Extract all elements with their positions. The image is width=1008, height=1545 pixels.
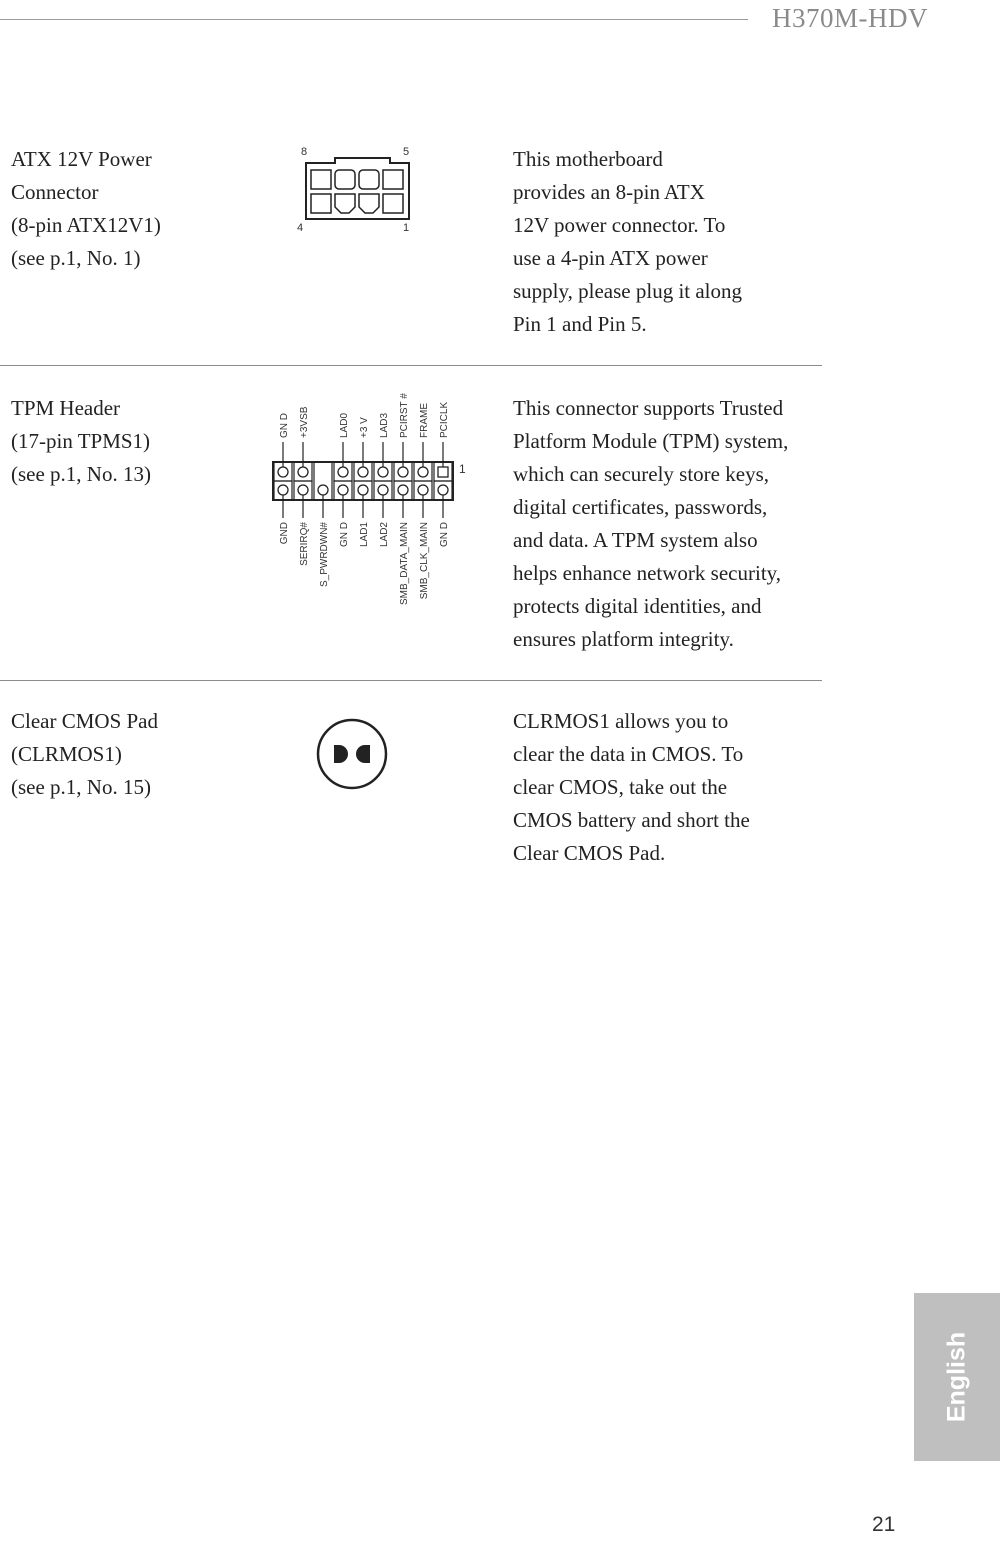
tpm-top-pin-label: +3VSB — [299, 406, 310, 438]
tpm-top-pin-label: LAD0 — [339, 412, 350, 438]
tpm-bottom-pin-label: GN D — [339, 522, 350, 547]
tpm-top-pin-label: LAD3 — [379, 412, 390, 438]
tpm-bottom-label-group — [279, 522, 450, 605]
tpm-top-pin-label: PCICLK — [439, 401, 450, 438]
clear-cmos-description: CLRMOS1 allows you to clear the data in CMOS. To clear CMOS, take out the CMOS battery and short the Clear CMOS Pad. — [513, 709, 750, 865]
atx12v-pin-5-label: 5 — [403, 146, 410, 158]
tpm-bottom-pin-label: SMB_CLK_MAIN — [419, 522, 430, 600]
atx12v-pin-4-label: 4 — [297, 222, 304, 234]
atx12v-pin-1-label: 1 — [403, 222, 410, 234]
tpm-bottom-pin-label: S_PWRDWN# — [319, 522, 330, 588]
tpm-top-label-group — [279, 393, 450, 438]
model-title: H370M-HDV — [772, 3, 928, 33]
tpm-top-pin-label: FRAME — [419, 403, 430, 438]
tpm-bottom-pin-label: LAD1 — [359, 522, 370, 548]
atx12v-connector-diagram — [292, 143, 422, 238]
tpm-bottom-pin-label: GN D — [439, 522, 450, 547]
atx12v-description: This motherboard provides an 8-pin ATX 12V power connector. To use a 4-pin ATX power supply, please plug it along Pin 1 and Pin 5. — [513, 147, 743, 336]
clear-cmos-pad-outline — [318, 720, 386, 788]
tpm-description: This connector supports Trusted Platform Module (TPM) system, which can securely store keys, digital certificates, passwords, and data. A TPM system also helps enhance network security, protects digital identities, and ensures platform integrity. — [513, 396, 789, 651]
tpm-header-diagram — [262, 392, 477, 617]
tpm-top-pin-label: PCIRST # — [399, 393, 410, 438]
tpm-bottom-pin-label: LAD2 — [379, 522, 390, 548]
tpm-label: TPM Header (17-pin TPMS1) (see p.1, No. 13) — [11, 396, 151, 486]
section-divider — [0, 680, 822, 681]
tpm-bottom-pin-label: GND — [279, 522, 290, 545]
atx12v-label: ATX 12V Power Connector (8-pin ATX12V1) (see p.1, No. 1) — [11, 147, 161, 270]
tpm-bottom-pin-label: SERIRQ# — [299, 522, 310, 566]
clear-cmos-pad-icon — [312, 715, 392, 795]
section-divider — [0, 365, 822, 366]
tpm-top-pin-label: GN D — [279, 413, 290, 438]
page-number: 21 — [872, 1513, 896, 1536]
tpm-pin-1-label: 1 — [459, 462, 466, 476]
language-tab — [914, 1293, 1000, 1461]
atx12v-pin-8-label: 8 — [301, 146, 308, 158]
language-tab-label: English — [942, 1331, 971, 1423]
tpm-bottom-pin-label: SMB_DATA_MAIN — [399, 522, 410, 605]
header-rule — [0, 19, 748, 20]
clear-cmos-label: Clear CMOS Pad (CLRMOS1) (see p.1, No. 15) — [11, 709, 158, 799]
tpm-top-pin-label: +3 V — [359, 417, 370, 438]
